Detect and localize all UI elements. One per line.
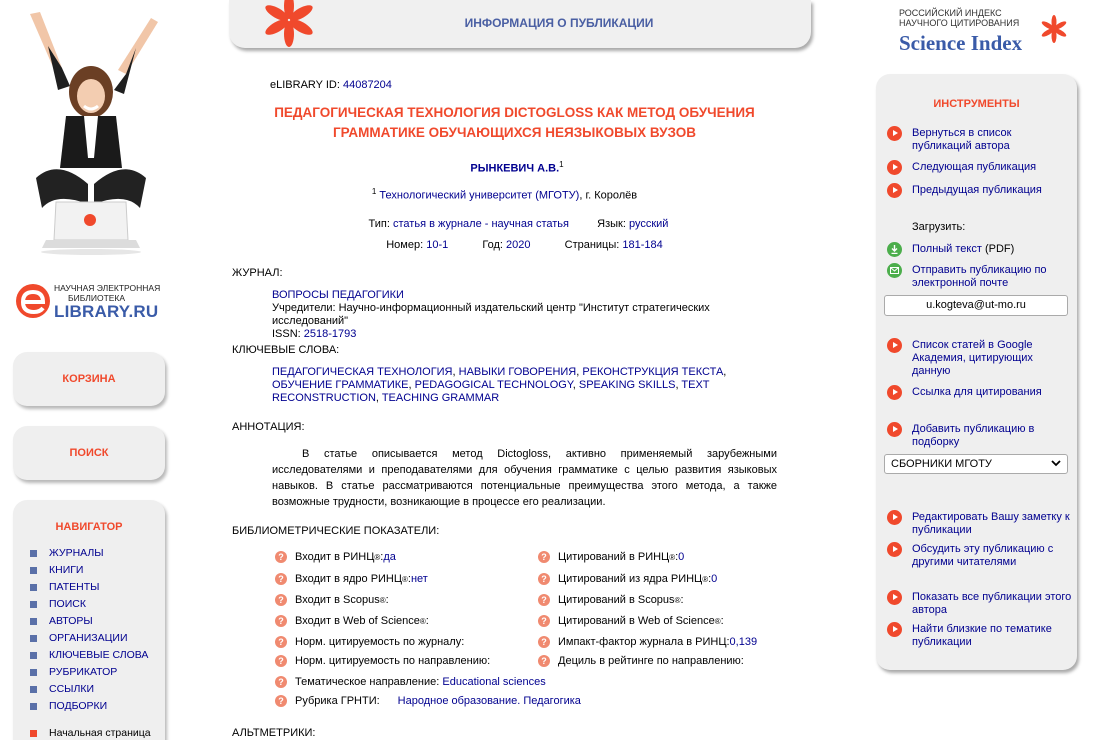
- abstract-section-label: АННОТАЦИЯ:: [232, 421, 305, 433]
- science-index-name: Science Index: [899, 31, 1023, 55]
- nav-item-organizations[interactable]: [30, 630, 165, 647]
- help-icon[interactable]: ?: [538, 615, 550, 627]
- metric-citations-scopus: [538, 594, 684, 606]
- bullet-square-icon: [30, 550, 37, 557]
- metric-label: Входит в Scopus: [295, 594, 380, 606]
- metric-value-link[interactable]: 0,139: [729, 636, 758, 648]
- nav-link[interactable]: ЖУРНАЛЫ: [49, 547, 104, 559]
- nav-item-authors[interactable]: [30, 613, 165, 630]
- left-column: [0, 0, 175, 740]
- bullet-square-icon: [30, 686, 37, 693]
- metric-value-link[interactable]: да: [383, 551, 396, 563]
- metric-suffix: :: [380, 551, 384, 563]
- page-header: [229, 0, 811, 48]
- help-icon[interactable]: ?: [275, 594, 287, 606]
- metric-norm-journal: [275, 636, 464, 648]
- keyword-link[interactable]: PEDAGOGICAL TECHNOLOGY: [414, 379, 573, 391]
- metric-label: Входит в Web of Science: [295, 615, 420, 627]
- nav-item-search[interactable]: [30, 596, 165, 613]
- year-label: Год:: [482, 239, 503, 251]
- metric-label: Норм. цитируемость по направлению:: [295, 655, 491, 667]
- tool-link[interactable]: Вернуться в список публикаций автора: [912, 127, 1012, 152]
- fulltext-link[interactable]: Полный текст: [912, 243, 982, 255]
- metric-suffix: :: [708, 573, 712, 585]
- type-language-line: [232, 218, 777, 230]
- nav-link[interactable]: РУБРИКАТОР: [49, 666, 118, 678]
- nav-link[interactable]: КНИГИ: [49, 564, 84, 576]
- journal-block: [272, 289, 777, 341]
- metric-in-wos: [275, 615, 429, 627]
- metric-sup: ®: [402, 574, 408, 584]
- abstract-text: В статье описывается метод Dictogloss, активно применяемый зарубежными исследователями и преподавателями для обучения грамматике с целью развития языковых навыков. В статье рассматриваются потенциальные преимущества этого метода, а также возможные трудности, возникающие в процессе его реализации.: [272, 448, 777, 508]
- metric-in-rinc-core: [275, 573, 428, 585]
- pages-value-link[interactable]: 181-184: [622, 239, 663, 251]
- tool-link[interactable]: Редактировать Вашу заметку к публикации: [912, 511, 1070, 536]
- metric-decile: [538, 655, 744, 667]
- journal-name-link[interactable]: ВОПРОСЫ ПЕДАГОГИКИ: [272, 289, 404, 301]
- author-link[interactable]: РЫНКЕВИЧ А.В.: [470, 162, 560, 175]
- lang-value-link[interactable]: русский: [628, 218, 669, 230]
- metric-sup: ®: [714, 616, 721, 626]
- help-icon[interactable]: ?: [538, 551, 550, 563]
- bullet-square-icon: [30, 584, 37, 591]
- metric-label: Входит в РИНЦ: [295, 551, 375, 563]
- journal-section-label: ЖУРНАЛ:: [232, 267, 283, 279]
- metric-suffix: :: [720, 615, 724, 627]
- tool-link[interactable]: Показать все публикации этого автора: [912, 591, 1072, 616]
- tool-next-publication[interactable]: [887, 161, 1072, 175]
- help-icon[interactable]: ?: [275, 636, 287, 648]
- nav-link[interactable]: Начальная страница: [49, 727, 151, 739]
- keyword-link[interactable]: ОБУЧЕНИЕ ГРАММАТИКЕ: [272, 379, 409, 391]
- metric-value-link[interactable]: 0: [678, 551, 685, 563]
- chevron-down-icon: [1051, 456, 1061, 470]
- nav-link[interactable]: КЛЮЧЕВЫЕ СЛОВА: [49, 649, 149, 661]
- nav-link[interactable]: ПАТЕНТЫ: [49, 581, 100, 593]
- tools-title: ИНСТРУМЕНТЫ: [933, 98, 1020, 110]
- arrow-right-icon: [887, 385, 902, 400]
- bullet-square-icon: [30, 669, 37, 676]
- arrow-right-icon: [887, 422, 902, 437]
- nav-item-collections[interactable]: [30, 698, 165, 715]
- science-index-logo[interactable]: [899, 8, 1079, 58]
- metric-suffix: :: [425, 615, 429, 627]
- download-label-text: Загрузить:: [912, 221, 966, 233]
- tool-link[interactable]: Список статей в Google Академия, цитирующих данную: [912, 339, 1033, 377]
- tool-add-to-collection[interactable]: [887, 423, 1072, 449]
- email-field[interactable]: u.kogteva@ut-mo.ru: [884, 295, 1068, 316]
- issn-label: ISSN:: [272, 328, 301, 340]
- bullet-square-icon: [30, 601, 37, 608]
- pages-label: Страницы:: [564, 239, 620, 251]
- affiliation-line: [232, 187, 777, 202]
- nav-item-home[interactable]: [30, 725, 165, 740]
- collection-select[interactable]: [884, 454, 1068, 474]
- journal-founders: Учредители: Научно-информационный издательский центр "Институт стратегических исследований": [272, 302, 710, 327]
- bullet-square-icon: [30, 703, 37, 710]
- keyword-link[interactable]: ПЕДАГОГИЧЕСКАЯ ТЕХНОЛОГИЯ: [272, 366, 453, 378]
- help-icon[interactable]: ?: [275, 655, 287, 667]
- help-icon[interactable]: ?: [538, 594, 550, 606]
- keyword-link[interactable]: SPEAKING SKILLS: [578, 379, 676, 391]
- tool-link[interactable]: Следующая публикация: [912, 161, 1037, 173]
- nav-link[interactable]: ПОДБОРКИ: [49, 700, 108, 712]
- bullet-square-icon: [30, 635, 37, 642]
- id-value-link[interactable]: 44087204: [342, 79, 392, 91]
- nav-link[interactable]: ПОИСК: [49, 598, 86, 610]
- keyword-link[interactable]: TEXT RECONSTRUCTION: [272, 379, 710, 404]
- arrow-right-icon: [887, 622, 902, 637]
- affiliation-sup: 1: [371, 187, 377, 196]
- tool-back-to-list[interactable]: [887, 127, 1072, 153]
- science-index-tagline: РОССИЙСКИЙ ИНДЕКС НАУЧНОГО ЦИТИРОВАНИЯ: [899, 8, 1020, 28]
- tool-show-all-author[interactable]: [887, 591, 1072, 617]
- help-icon[interactable]: ?: [538, 655, 550, 667]
- metric-suffix: :: [675, 551, 679, 563]
- year-value-link[interactable]: 2020: [506, 239, 531, 251]
- tool-link[interactable]: Добавить публикацию в подборку: [912, 423, 1035, 448]
- nav-item-books[interactable]: [30, 562, 165, 579]
- keywords-section-label: КЛЮЧЕВЫЕ СЛОВА:: [232, 344, 340, 356]
- elibrary-id: [270, 79, 392, 91]
- fulltext-format: (PDF): [981, 243, 1015, 255]
- tool-find-similar[interactable]: [887, 623, 1072, 649]
- metric-label: Цитирований в Scopus: [558, 594, 675, 606]
- keyword-link[interactable]: TEACHING GRAMMAR: [381, 392, 500, 404]
- tool-cite-link[interactable]: [887, 386, 1072, 400]
- metric-label: Норм. цитируемость по журналу:: [295, 636, 465, 648]
- metric-sup: ®: [674, 595, 681, 605]
- nav-link[interactable]: ССЫЛКИ: [49, 683, 95, 695]
- issue-value-link[interactable]: 10-1: [426, 239, 449, 251]
- bibliometrics-section-label: БИБЛИОМЕТРИЧЕСКИЕ ПОКАЗАТЕЛИ:: [232, 525, 440, 537]
- affiliation-link[interactable]: Технологический университет (МГОТУ): [379, 189, 580, 202]
- bullet-square-icon: [30, 567, 37, 574]
- author-sup: 1: [559, 160, 564, 169]
- cart-button[interactable]: [13, 352, 165, 406]
- arrow-right-icon: [887, 160, 902, 175]
- tool-edit-note[interactable]: [887, 511, 1072, 537]
- hero-illustration: [18, 8, 163, 256]
- mail-icon: [887, 263, 902, 278]
- arrow-right-icon: [887, 590, 902, 605]
- elibrary-e-icon: [14, 282, 52, 320]
- metric-sup: ®: [419, 616, 426, 626]
- cart-button-label: КОРЗИНА: [62, 373, 116, 385]
- metric-in-rinc: [275, 551, 396, 563]
- nav-link[interactable]: АВТОРЫ: [49, 615, 93, 627]
- tool-link[interactable]: Найти близкие по тематике публикации: [912, 623, 1052, 648]
- keyword-link[interactable]: РЕКОНСТРУКЦИЯ ТЕКСТА: [582, 366, 724, 378]
- metric-sup: ®: [702, 574, 709, 584]
- download-icon: [887, 242, 902, 257]
- tools-panel: [876, 74, 1077, 670]
- type-label: Тип:: [368, 218, 390, 230]
- metric-grnti: [275, 695, 581, 707]
- nav-item-patents[interactable]: [30, 579, 165, 596]
- id-label: eLIBRARY ID:: [270, 79, 340, 91]
- affiliation-city: , г. Королёв: [579, 189, 638, 202]
- metric-label: Цитирований в РИНЦ: [558, 551, 670, 563]
- keyword-link[interactable]: НАВЫКИ ГОВОРЕНИЯ: [458, 366, 577, 378]
- metric-citations-rinc: [538, 551, 684, 563]
- metric-value-link[interactable]: Народное образование. Педагогика: [397, 695, 581, 707]
- metric-sup: ®: [374, 552, 381, 562]
- metric-value-link[interactable]: 0: [711, 573, 718, 585]
- tool-link[interactable]: Предыдущая публикация: [912, 184, 1042, 196]
- issn-value-link[interactable]: 2518-1793: [303, 328, 357, 340]
- metric-citations-wos: [538, 615, 724, 627]
- publication-title: [232, 103, 777, 143]
- navigator-title: НАВИГАТОР: [55, 521, 123, 533]
- metric-norm-direction: [275, 655, 490, 667]
- tool-google-scholar[interactable]: [887, 339, 1072, 378]
- tool-link[interactable]: Обсудить эту публикацию с другими читателями: [912, 543, 1054, 568]
- help-icon[interactable]: ?: [275, 676, 287, 688]
- bullet-square-icon: [30, 730, 37, 737]
- author-line: [232, 160, 777, 175]
- page-title: ИНФОРМАЦИЯ О ПУБЛИКАЦИИ: [464, 16, 654, 30]
- tool-link[interactable]: Отправить публикацию по электронной почте: [912, 264, 1047, 289]
- tool-fulltext-pdf[interactable]: [887, 243, 1072, 257]
- metric-label: Рубрика ГРНТИ:: [295, 695, 380, 707]
- arrow-right-icon: [887, 338, 902, 353]
- help-icon[interactable]: ?: [275, 573, 287, 585]
- metric-thematic: [275, 676, 546, 688]
- arrow-right-icon: [887, 510, 902, 525]
- navigator-list: [13, 545, 165, 740]
- collection-select-value: СБОРНИКИ МГОТУ: [891, 458, 992, 470]
- issue-year-pages-line: [232, 239, 777, 251]
- tool-discuss[interactable]: [887, 543, 1072, 569]
- metric-label: Импакт-фактор журнала в РИНЦ:: [558, 636, 730, 648]
- metric-value-link[interactable]: нет: [410, 573, 428, 585]
- logo-tagline: НАУЧНАЯ ЭЛЕКТРОННАЯ БИБЛИОТЕКА: [54, 283, 161, 303]
- tool-send-email[interactable]: [887, 264, 1072, 290]
- metric-label: Цитирований в Web of Science: [558, 615, 715, 627]
- metric-suffix: :: [385, 594, 389, 606]
- metric-impact-factor: [538, 636, 757, 648]
- keywords-block: ПЕДАГОГИЧЕСКАЯ ТЕХНОЛОГИЯ, НАВЫКИ ГОВОРЕНИЯ, РЕКОНСТРУКЦИЯ ТЕКСТА, ОБУЧЕНИЕ ГРАММАТИКЕ, PEDAGOGICAL TECHNOLOGY, SPEAKING SKILLS, TEXT RECONSTRUCTION, TEACHING GRAMMAR: [272, 366, 727, 404]
- nav-link[interactable]: ОРГАНИЗАЦИИ: [49, 632, 128, 644]
- bullet-square-icon: [30, 652, 37, 659]
- help-icon[interactable]: ?: [538, 573, 550, 585]
- metric-sup: ®: [669, 552, 676, 562]
- metric-label: Входит в ядро РИНЦ: [295, 573, 403, 585]
- arrow-right-icon: [887, 126, 902, 141]
- issue-label: Номер:: [386, 239, 424, 251]
- lang-label: Язык:: [597, 218, 626, 230]
- metric-suffix: :: [680, 594, 684, 606]
- metric-label: Дециль в рейтинге по направлению:: [558, 655, 744, 667]
- nav-item-journals[interactable]: [30, 545, 165, 562]
- title-line: ГРАММАТИКЕ ОБУЧАЮЩИХСЯ НЕЯЗЫКОВЫХ ВУЗОВ: [332, 125, 697, 140]
- tool-link[interactable]: Ссылка для цитирования: [912, 386, 1042, 398]
- tool-prev-publication[interactable]: [887, 184, 1072, 198]
- nav-item-rubricator[interactable]: [30, 664, 165, 681]
- metric-citations-rinc-core: [538, 573, 717, 585]
- help-icon[interactable]: ?: [275, 615, 287, 627]
- arrow-right-icon: [887, 542, 902, 557]
- metric-in-scopus: [275, 594, 389, 606]
- title-line: ПЕДАГОГИЧЕСКАЯ ТЕХНОЛОГИЯ DICTOGLOSS КАК МЕТОД ОБУЧЕНИЯ: [274, 105, 755, 120]
- metric-label: Цитирований из ядра РИНЦ: [558, 573, 703, 585]
- metric-suffix: :: [407, 573, 411, 585]
- help-icon[interactable]: ?: [275, 551, 287, 563]
- search-button[interactable]: [13, 426, 165, 480]
- metric-value-link[interactable]: Educational sciences: [442, 676, 546, 688]
- logo-name: LIBRARY.RU: [54, 302, 159, 321]
- nav-item-links[interactable]: [30, 681, 165, 698]
- bullet-square-icon: [30, 618, 37, 625]
- help-icon[interactable]: ?: [275, 695, 287, 707]
- search-button-label: ПОИСК: [69, 447, 109, 459]
- type-value-link[interactable]: статья в журнале - научная статья: [393, 218, 569, 230]
- elibrary-logo[interactable]: [14, 282, 164, 326]
- download-label: [912, 221, 1097, 234]
- metric-sup: ®: [379, 595, 386, 605]
- navigator-panel: [13, 500, 165, 740]
- altmetrics-section-label: АЛЬТМЕТРИКИ:: [232, 727, 316, 739]
- asterisk-icon: [1039, 14, 1069, 44]
- help-icon[interactable]: ?: [538, 636, 550, 648]
- arrow-right-icon: [887, 183, 902, 198]
- metric-label: Тематическое направление:: [295, 676, 440, 688]
- nav-item-keywords[interactable]: [30, 647, 165, 664]
